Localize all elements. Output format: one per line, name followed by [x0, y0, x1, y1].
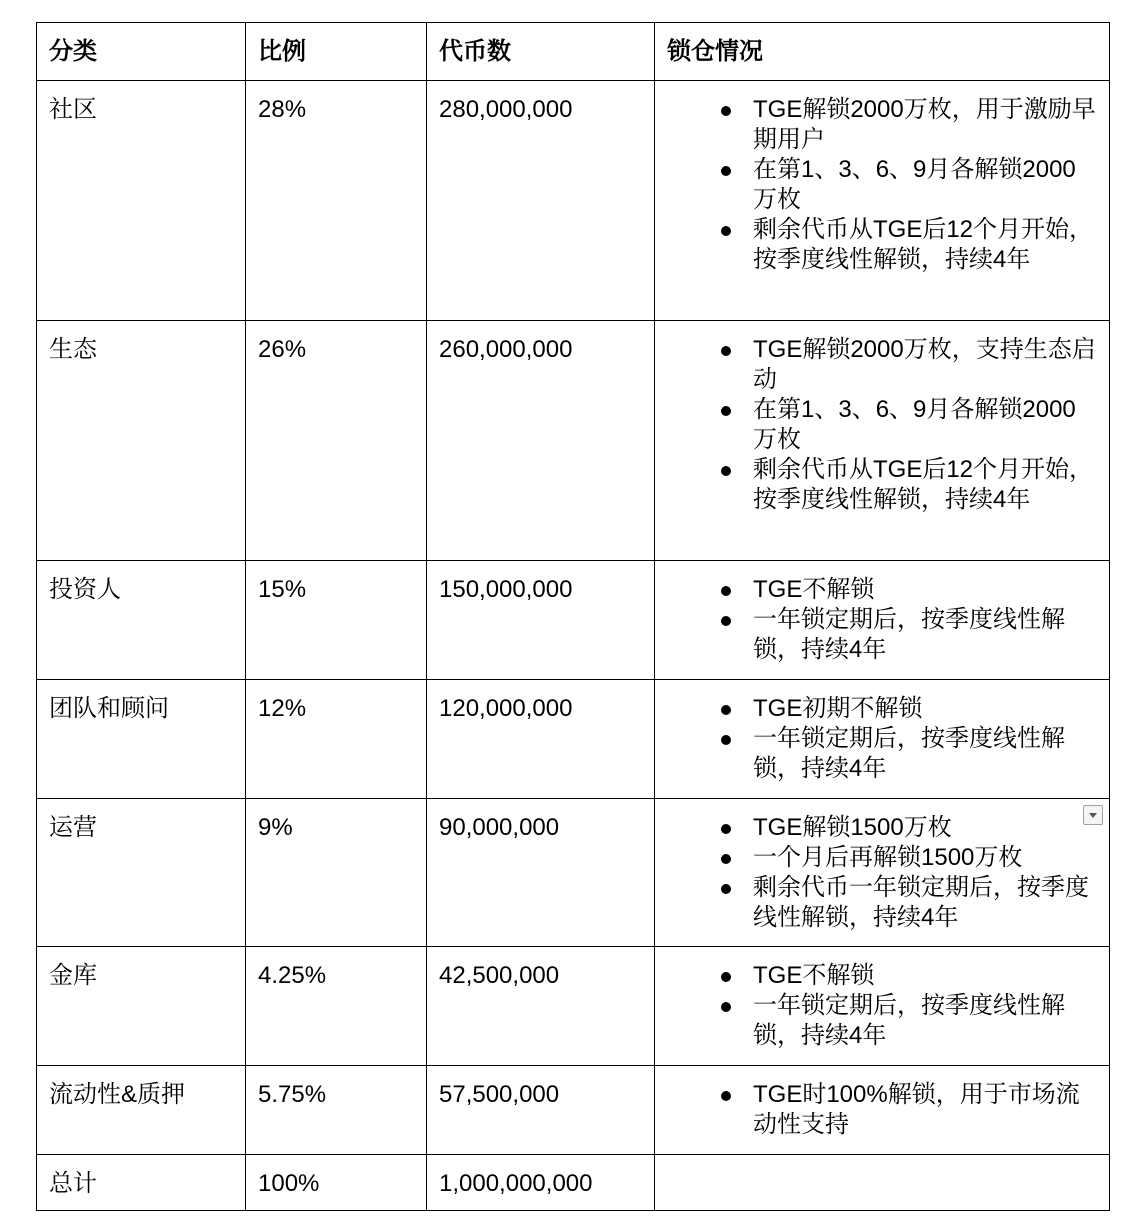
lockup-item: TGE时100%解锁，用于市场流动性支持: [753, 1080, 1097, 1140]
cell-category[interactable]: 运营: [37, 799, 246, 947]
header-lockup: 锁仓情况: [655, 23, 1110, 81]
lockup-item: TGE解锁1500万枚: [753, 813, 1097, 843]
cell-category[interactable]: 金库: [37, 947, 246, 1066]
cell-ratio[interactable]: 4.25%: [246, 947, 427, 1066]
table-row: [37, 680, 1110, 799]
lockup-item: 剩余代币从TGE后12个月开始，按季度线性解锁，持续4年: [753, 455, 1097, 515]
lockup-item: 一年锁定期后，按季度线性解锁，持续4年: [753, 724, 1097, 784]
cell-category[interactable]: 总计: [37, 1155, 246, 1211]
cell-lockup[interactable]: [655, 799, 1110, 947]
lockup-item: 剩余代币从TGE后12个月开始，按季度线性解锁，持续4年: [753, 215, 1097, 275]
table-row-total: [37, 1155, 1110, 1211]
cell-lockup[interactable]: [655, 321, 1110, 561]
table-row: [37, 561, 1110, 680]
cell-ratio[interactable]: 26%: [246, 321, 427, 561]
cell-category[interactable]: 流动性&质押: [37, 1066, 246, 1155]
table-row: [37, 799, 1110, 947]
cell-category[interactable]: 投资人: [37, 561, 246, 680]
lockup-list: [667, 335, 1097, 515]
cell-tokens[interactable]: 150,000,000: [427, 561, 655, 680]
cell-category[interactable]: 团队和顾问: [37, 680, 246, 799]
cell-lockup[interactable]: [655, 1155, 1110, 1211]
cell-ratio[interactable]: 12%: [246, 680, 427, 799]
lockup-list: [667, 813, 1097, 933]
table-row: [37, 1066, 1110, 1155]
cell-ratio[interactable]: 100%: [246, 1155, 427, 1211]
lockup-item: TGE解锁2000万枚，支持生态启动: [753, 336, 1096, 393]
cell-ratio[interactable]: 5.75%: [246, 1066, 427, 1155]
lockup-list: [667, 1080, 1097, 1140]
lockup-list: [667, 694, 1097, 784]
lockup-item: TGE初期不解锁: [753, 694, 1097, 724]
lockup-item: TGE不解锁: [753, 575, 1097, 605]
cell-tokens[interactable]: 120,000,000: [427, 680, 655, 799]
cell-ratio[interactable]: 28%: [246, 81, 427, 321]
cell-lockup[interactable]: [655, 680, 1110, 799]
header-category: 分类: [37, 23, 246, 81]
cell-ratio[interactable]: 9%: [246, 799, 427, 947]
table-row: [37, 321, 1110, 561]
cell-tokens[interactable]: 1,000,000,000: [427, 1155, 655, 1211]
lockup-list: [667, 575, 1097, 665]
lockup-item: 在第1、3、6、9月各解锁2000万枚: [753, 155, 1097, 215]
lockup-item: TGE不解锁: [753, 961, 1097, 991]
table-row: [37, 947, 1110, 1066]
header-row: [37, 23, 1110, 81]
cell-category[interactable]: 社区: [37, 81, 246, 321]
lockup-item: 一年锁定期后，按季度线性解锁，持续4年: [753, 991, 1097, 1051]
cell-category[interactable]: 生态: [37, 321, 246, 561]
lockup-item: 一年锁定期后，按季度线性解锁，持续4年: [753, 605, 1097, 665]
token-allocation-table: [36, 22, 1110, 1211]
lockup-item: 在第1、3、6、9月各解锁2000万枚: [753, 395, 1097, 455]
lockup-list: [667, 961, 1097, 1051]
lockup-list: [667, 95, 1097, 275]
cell-tokens[interactable]: 260,000,000: [427, 321, 655, 561]
cell-lockup[interactable]: [655, 561, 1110, 680]
lockup-item: 剩余代币一年锁定期后，按季度线性解锁，持续4年: [753, 873, 1097, 933]
cell-tokens[interactable]: 280,000,000: [427, 81, 655, 321]
table-row: [37, 81, 1110, 321]
lockup-item: 一个月后再解锁1500万枚: [753, 843, 1097, 873]
cell-lockup[interactable]: [655, 947, 1110, 1066]
lockup-item: TGE解锁2000万枚，用于激励早期用户: [753, 96, 1096, 153]
cell-tokens[interactable]: 42,500,000: [427, 947, 655, 1066]
cell-tokens[interactable]: 57,500,000: [427, 1066, 655, 1155]
cell-ratio[interactable]: 15%: [246, 561, 427, 680]
cell-lockup[interactable]: [655, 81, 1110, 321]
cell-tokens[interactable]: 90,000,000: [427, 799, 655, 947]
header-tokens: 代币数: [427, 23, 655, 81]
cell-lockup[interactable]: [655, 1066, 1110, 1155]
header-ratio: 比例: [246, 23, 427, 81]
